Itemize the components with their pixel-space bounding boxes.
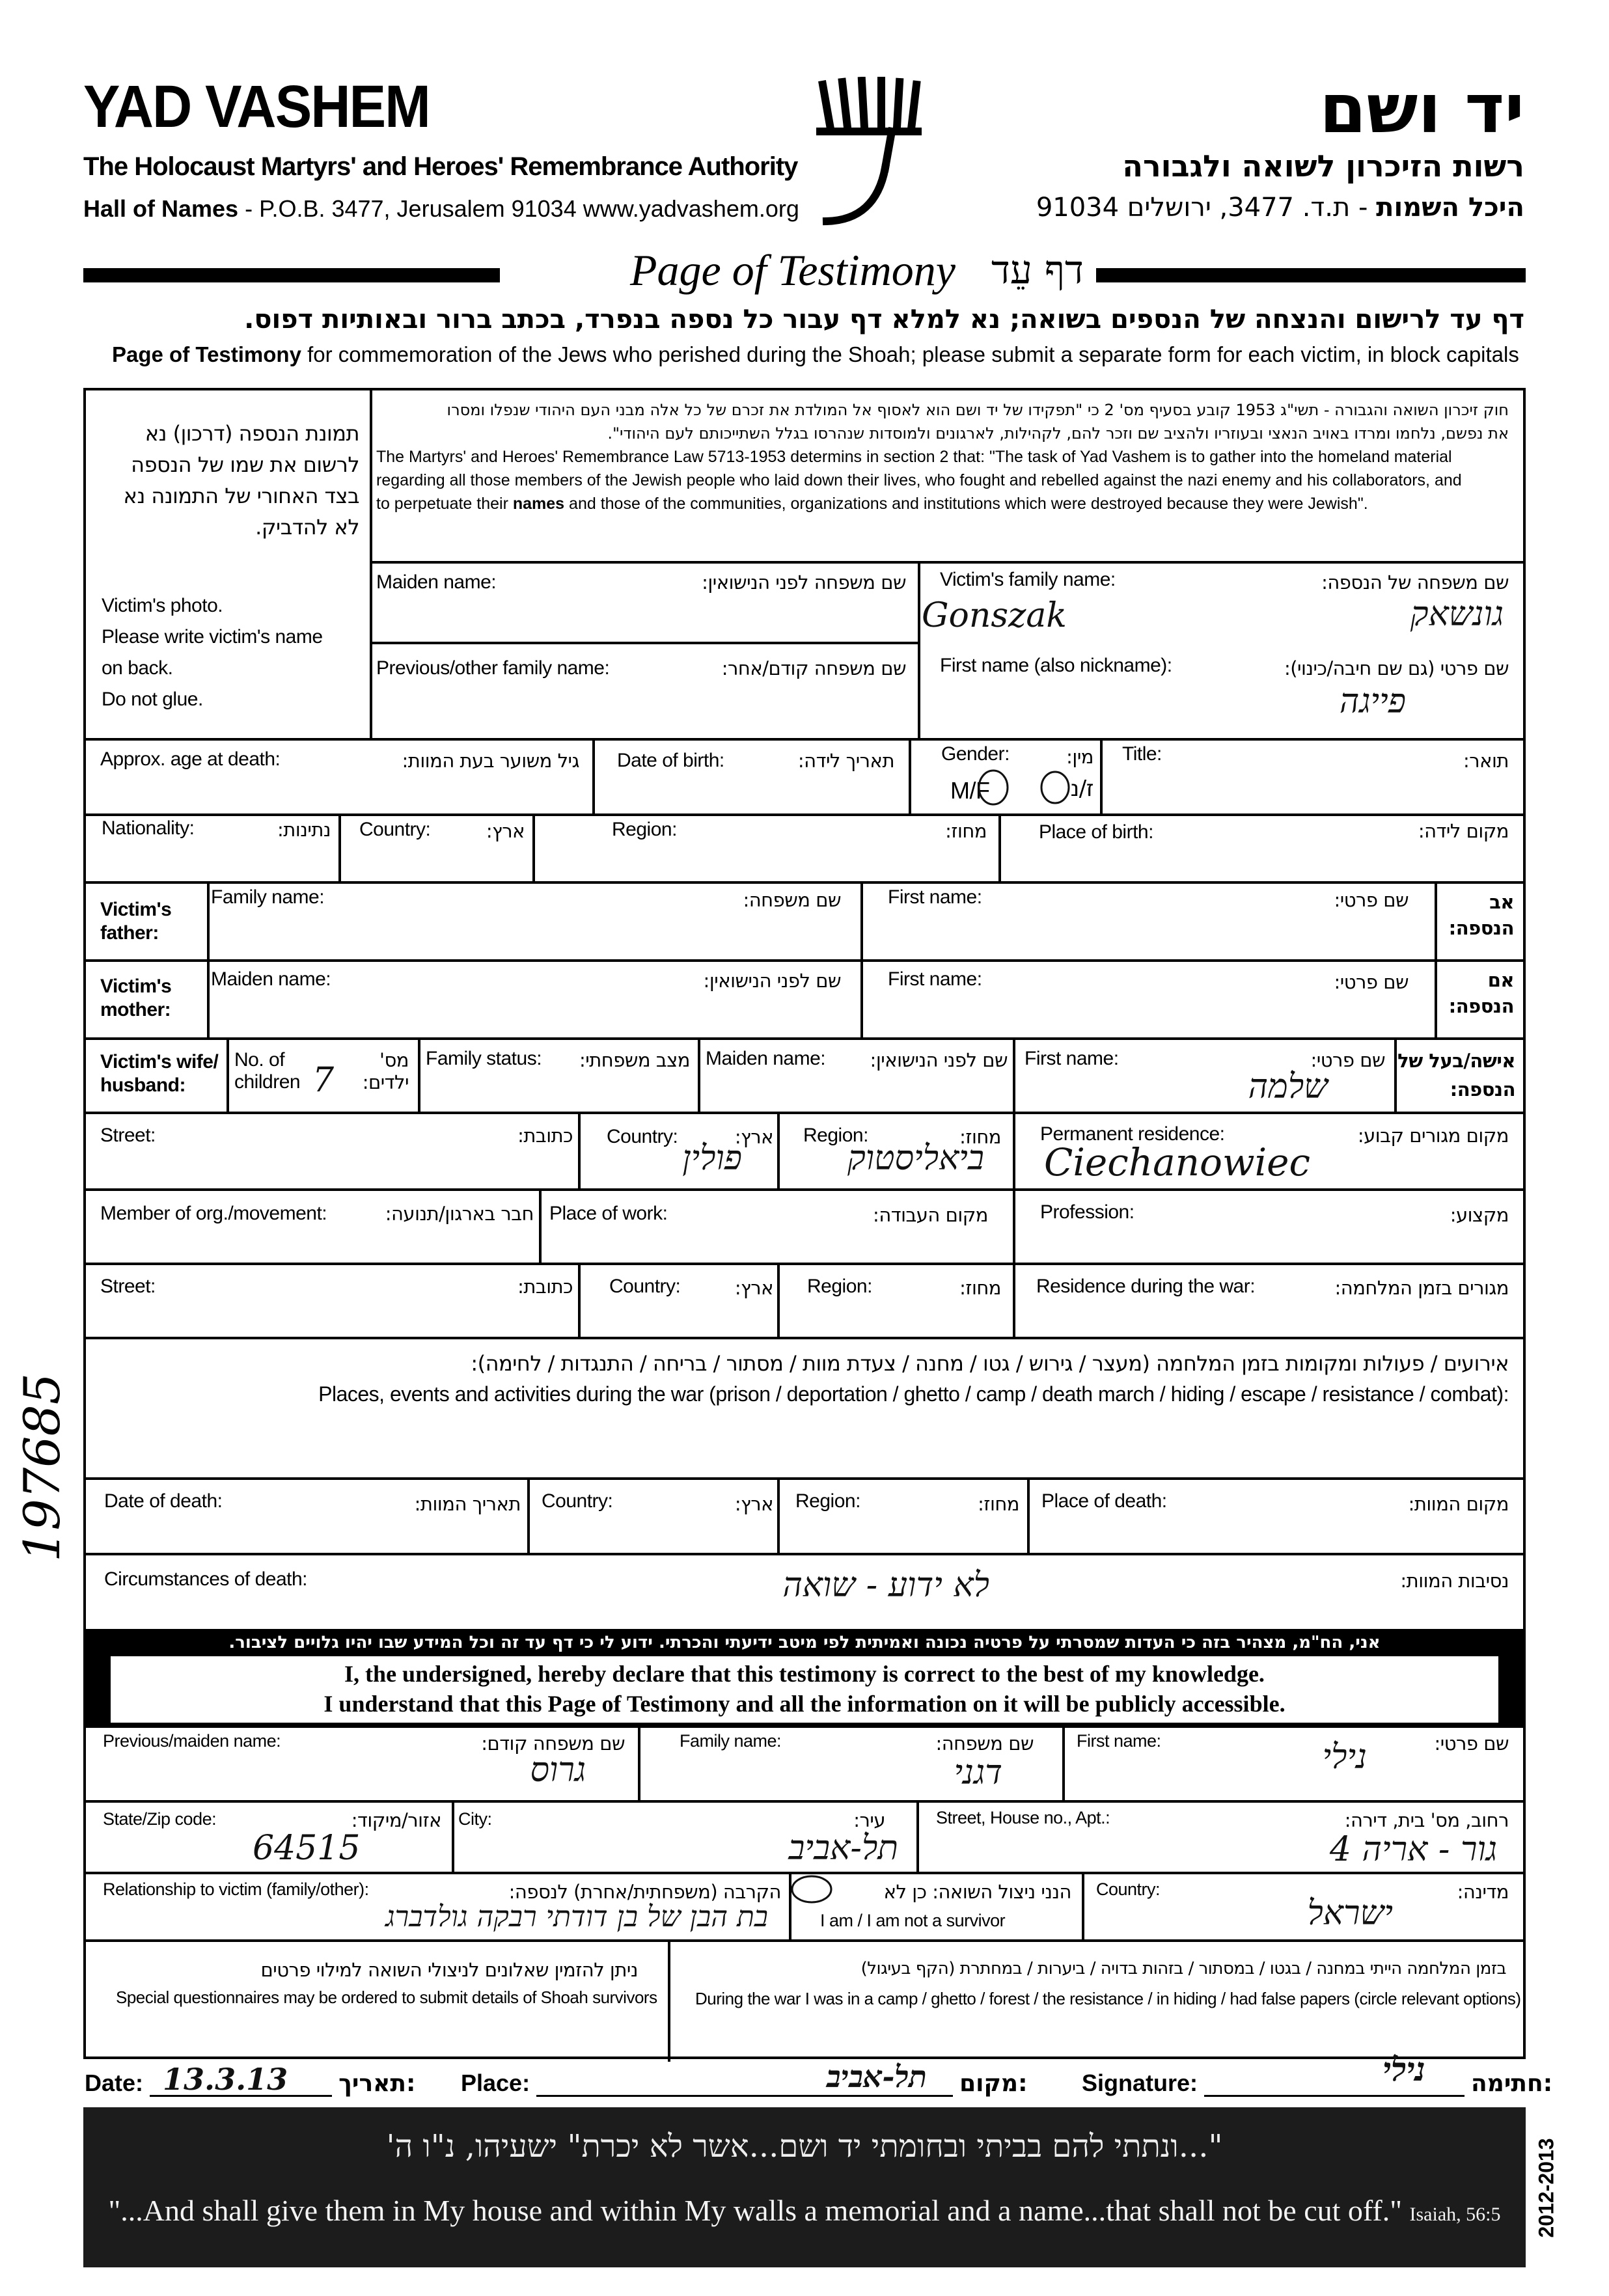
spouse-maiden-label-he: שם לפני הנישואין: bbox=[870, 1049, 1008, 1071]
mother-maiden-label-he: שם לפני הנישואין: bbox=[703, 970, 841, 992]
signature-value: נילי bbox=[1382, 2050, 1426, 2088]
gender-label: Gender: bbox=[941, 743, 1010, 765]
victim-family-he-value[interactable]: גונשאק bbox=[1410, 595, 1504, 634]
law-en-3 bbox=[376, 492, 1509, 515]
sub-country-label: Country: bbox=[1096, 1879, 1161, 1899]
signature-value-line[interactable] bbox=[1204, 2050, 1465, 2097]
dob-label: Date of birth: bbox=[617, 750, 724, 771]
circ-label-he: נסיבות המוות: bbox=[1400, 1570, 1509, 1592]
survivor-label: I am / I am not a survivor bbox=[820, 1911, 1006, 1930]
camp-label: During the war I was in a camp / ghetto / forest / the resistance / in hiding / had false papers (circle relevant options) bbox=[695, 1989, 1521, 2008]
family-status-label-he: מצב משפחתי: bbox=[579, 1049, 690, 1071]
war-street-label: Street: bbox=[100, 1276, 156, 1297]
footer-verse-he: "...ונתתי להם בביתי ובחומתי יד ושם...אשר לא יכרת" ישעיהו, נ"ו ה' bbox=[386, 2128, 1223, 2165]
profession-label: Profession: bbox=[1040, 1201, 1135, 1223]
law-he-1: חוק זיכרון השואה והגבורה - תשי"ג 1953 קובע בסעיף מס' 2 כי "תפקידו של יד ושם הוא לאסוף אל המולדת את זכרם של כל אלה מבני העם היהודי שנפלו ומסרו bbox=[447, 401, 1509, 419]
photo-label-3: on back. bbox=[102, 657, 173, 679]
pod-label-he: מקום המוות: bbox=[1408, 1493, 1509, 1515]
title-label: Title: bbox=[1122, 743, 1162, 765]
hall-name-en: Hall of Names bbox=[83, 195, 239, 222]
gender-options: M/F bbox=[950, 777, 990, 804]
relationship-value[interactable]: בת הבן של בן דודתי רבקה גולדברג bbox=[385, 1900, 768, 1934]
form-title-en: Page of Testimony bbox=[630, 245, 956, 295]
spouse-label-he: אישה/בעל של הנספה: bbox=[1397, 1050, 1515, 1100]
perm-region-value[interactable]: ביאליסטוק bbox=[847, 1139, 984, 1178]
street-label: Street: bbox=[100, 1125, 156, 1146]
law-en-3a: to perpetuate their bbox=[376, 495, 513, 513]
circ-label: Circumstances of death: bbox=[104, 1568, 307, 1590]
perm-res-label: Permanent residence: bbox=[1040, 1123, 1225, 1145]
place-label: Place: bbox=[461, 2070, 530, 2096]
mother-first-label: First name: bbox=[888, 968, 982, 990]
pob-label-he: מקום לידה: bbox=[1418, 820, 1509, 842]
relationship-label: Relationship to victim (family/other): bbox=[103, 1879, 369, 1899]
family-status-label: Family status: bbox=[426, 1048, 542, 1069]
photo-instructions-he: תמונת הנספה (דרכון) נא לרשום את שמו של הנספה בצד האחורי של התמונה נא לא להדביק. bbox=[123, 421, 359, 540]
sub-prev-label-he: שם משפחה קודם: bbox=[481, 1732, 625, 1755]
circ-value[interactable]: לא ידוע - שואה bbox=[782, 1566, 989, 1605]
perm-res-value[interactable]: Ciechanowiec bbox=[1044, 1140, 1310, 1184]
title-rule-left bbox=[83, 268, 500, 282]
father-label: Victim's father: bbox=[100, 899, 172, 944]
sub-first-label-he: שם פרטי: bbox=[1434, 1732, 1509, 1755]
events-label-he: אירועים / פעולות ומקומות בזמן המלחמה (מעצר / גירוש / גטו / מחנה / צעדת מוות / מסתור / בריחה / התנגדות / לחימה): bbox=[471, 1351, 1509, 1376]
place-field bbox=[461, 2059, 1028, 2097]
date-field bbox=[85, 2062, 416, 2097]
law-he-2: את נפשם, נלחמו ומרדו באויב הנאצי ובעוזריו ולהציב שם וזכר להם, לקהילות, לארגונים ולמוסדות שנהרסו בגלל השתייכותם לעם היהודי". bbox=[607, 424, 1509, 443]
place-value: תל-אביב bbox=[826, 2059, 928, 2094]
sub-family-label-he: שם משפחה: bbox=[935, 1732, 1034, 1755]
sub-family-label: Family name: bbox=[680, 1731, 782, 1751]
sub-family-value[interactable]: דגני bbox=[954, 1753, 1002, 1792]
dod-label: Date of death: bbox=[104, 1490, 223, 1512]
father-family-label-he: שם משפחה: bbox=[743, 889, 841, 911]
date-label-he: תאריך: bbox=[338, 2070, 416, 2097]
sub-country-value[interactable]: ישראל bbox=[1307, 1894, 1393, 1933]
death-country-label: Country: bbox=[542, 1490, 613, 1512]
perm-country-label-he: ארץ: bbox=[734, 1126, 773, 1148]
father-first-label-he: שם פרטי: bbox=[1334, 889, 1409, 911]
signature-label-he: חתימה: bbox=[1471, 2070, 1553, 2097]
photo-label-4: Do not glue. bbox=[102, 689, 203, 710]
authority-en: The Holocaust Martyrs' and Heroes' Remembrance Authority bbox=[83, 152, 798, 181]
perm-region-label-he: מחוז: bbox=[959, 1126, 1001, 1148]
member-label: Member of org./movement: bbox=[100, 1203, 327, 1224]
hall-name-he: היכל השמות bbox=[1376, 193, 1524, 223]
maiden-name-label-he: שם משפחה לפני הנישואין: bbox=[702, 571, 906, 594]
declaration-box bbox=[86, 1629, 1523, 1725]
war-res-label-he: מגורים בזמן המלחמה: bbox=[1334, 1277, 1509, 1299]
pod-label: Place of death: bbox=[1041, 1490, 1167, 1512]
street-house-label: Street, House no., Apt.: bbox=[936, 1808, 1110, 1827]
first-name-he-value[interactable]: פייגה bbox=[1339, 682, 1406, 721]
side-number: 197685 bbox=[13, 1373, 71, 1562]
age-label: Approx. age at death: bbox=[100, 748, 281, 770]
prev-family-label: Previous/other family name: bbox=[376, 657, 610, 679]
title-rule-right bbox=[1096, 268, 1526, 282]
spouse-first-value[interactable]: שלמה bbox=[1248, 1067, 1328, 1106]
subtitle-en bbox=[112, 342, 1519, 367]
street-house-label-he: רחוב, מס' בית, דירה: bbox=[1344, 1809, 1509, 1831]
war-street-label-he: כתובת: bbox=[517, 1276, 573, 1298]
country-label: Country: bbox=[359, 819, 431, 840]
org-name-en: YAD VASHEM bbox=[83, 74, 430, 140]
mother-label: Victim's mother: bbox=[100, 976, 172, 1020]
victim-family-label-he: שם משפחה של הנספה: bbox=[1321, 571, 1509, 594]
date-label: Date: bbox=[85, 2070, 144, 2096]
gender-options-he: ז/נ bbox=[1070, 776, 1093, 802]
prev-family-label-he: שם משפחה קודם/אחר: bbox=[721, 657, 906, 679]
zip-label-he: אזור/מיקוד: bbox=[351, 1809, 441, 1831]
dod-label-he: תאריך המוות: bbox=[414, 1493, 521, 1515]
children-label: No. of children bbox=[234, 1049, 301, 1093]
declaration-en-box bbox=[111, 1656, 1498, 1723]
work-label-he: מקום העבודה: bbox=[873, 1204, 988, 1226]
city-label-he: עיר: bbox=[853, 1809, 885, 1831]
declaration-en-1: I, the undersigned, hereby declare that this testimony is correct to the best of my knowledge. bbox=[344, 1661, 1265, 1687]
victim-family-label: Victim's family name: bbox=[940, 569, 1116, 590]
children-label-he: מס' ילדים: bbox=[362, 1049, 409, 1093]
gender-he-circle-icon bbox=[1039, 769, 1071, 806]
hall-address-en bbox=[83, 195, 799, 223]
city-value[interactable]: תל-אביב bbox=[788, 1829, 898, 1868]
survivor-circle-icon bbox=[789, 1873, 834, 1906]
war-region-label-he: מחוז: bbox=[959, 1277, 1001, 1299]
perm-res-label-he: מקום מגורים קבוע: bbox=[1357, 1125, 1509, 1147]
street-house-value[interactable]: גור - אריה 4 bbox=[1329, 1830, 1497, 1869]
quest-label: Special questionnaires may be ordered to submit details of Shoah survivors bbox=[116, 1988, 657, 2007]
survivor-label-he: הנני ניצול השואה: כן לא bbox=[883, 1881, 1071, 1903]
father-label-he: אב הנספה: bbox=[1448, 891, 1514, 939]
subtitle-en-text: for commemoration of the Jews who perished during the Shoah; please submit a separate form for each victim, in block capitals bbox=[301, 342, 1519, 366]
work-label: Place of work: bbox=[549, 1203, 668, 1224]
member-label-he: חבר בארגון/תנועה: bbox=[385, 1203, 534, 1225]
war-country-label: Country: bbox=[609, 1276, 681, 1297]
spouse-first-label-he: שם פרטי: bbox=[1310, 1049, 1385, 1071]
victim-family-en-value[interactable]: Gonszak bbox=[922, 596, 1067, 635]
date-value-line[interactable] bbox=[150, 2062, 332, 2097]
war-res-label: Residence during the war: bbox=[1036, 1276, 1256, 1297]
children-value[interactable]: 7 bbox=[312, 1061, 335, 1100]
form-title-he: דף עֵד bbox=[991, 247, 1084, 293]
gender-circle-icon bbox=[976, 768, 1010, 807]
maiden-name-label: Maiden name: bbox=[376, 571, 497, 593]
mother-maiden-label: Maiden name: bbox=[211, 968, 331, 990]
sub-first-value[interactable]: נילי bbox=[1322, 1738, 1367, 1777]
perm-region-label: Region: bbox=[803, 1125, 868, 1146]
death-region-label-he: מחוז: bbox=[978, 1493, 1019, 1515]
subtitle-he: דף עד לרישום והנצחה של הנספים בשואה; נא למלא דף עבור כל נספה בנפרד, בכתב ברור ובאותיות דפוס. bbox=[244, 305, 1524, 335]
war-region-label: Region: bbox=[807, 1276, 872, 1297]
form-year bbox=[1527, 2109, 1566, 2267]
war-country-label-he: ארץ: bbox=[734, 1277, 773, 1299]
sub-prev-label: Previous/maiden name: bbox=[103, 1731, 281, 1751]
nationality-label: Nationality: bbox=[102, 817, 195, 839]
gender-label-he: מין: bbox=[1066, 746, 1093, 768]
declaration-he: אני, הח"מ, מצהיר בזה כי העדות שמסרתי על פרטיה נכונה ואמיתית לפי מיטב ידיעתי והכרתי. ידוע לי כי דף עד זה וכל המידע שבו יהיו גלויים לציבור. bbox=[228, 1633, 1381, 1652]
spouse-label: Victim's wife/ husband: bbox=[100, 1051, 219, 1096]
dob-label-he: תאריך לידה: bbox=[797, 750, 894, 772]
footer-verse-en-text: "...And shall give them in My house and within My walls a memorial and a name...that shall not be cut off." bbox=[108, 2194, 1403, 2227]
quest-label-he: ניתן להזמין שאלונים לניצולי השואה למילוי פרטים bbox=[260, 1959, 638, 1981]
zip-label: State/Zip code: bbox=[103, 1809, 217, 1829]
law-en-1: The Martyrs' and Heroes' Remembrance Law 5713-1953 determins in section 2 that: "The task of Yad Vashem is to gather into the homeland material bbox=[376, 448, 1452, 466]
signature-label: Signature: bbox=[1082, 2070, 1198, 2096]
father-first-label: First name: bbox=[888, 886, 982, 908]
first-nick-label: First name (also nickname): bbox=[940, 655, 1172, 676]
spouse-first-label: First name: bbox=[1025, 1048, 1119, 1069]
title-label-he: תואר: bbox=[1463, 750, 1509, 772]
menorah-logo-icon bbox=[814, 77, 924, 233]
law-en-3c: and those of the communities, organizations and institutions which were destroyed because they were Jewish". bbox=[564, 495, 1368, 513]
street-label-he: כתובת: bbox=[517, 1125, 573, 1147]
city-label: City: bbox=[458, 1809, 492, 1829]
spouse-maiden-label: Maiden name: bbox=[706, 1048, 826, 1069]
photo-label-2: Please write victim's name bbox=[102, 626, 323, 648]
perm-country-label: Country: bbox=[607, 1126, 678, 1147]
place-label-he: מקום: bbox=[959, 2070, 1028, 2097]
age-label-he: גיל משוער בעת המוות: bbox=[402, 750, 579, 772]
footer-verse-ref: Isaiah, 56:5 bbox=[1409, 2204, 1501, 2225]
nationality-label-he: נתינות: bbox=[277, 819, 331, 841]
law-text bbox=[376, 398, 1509, 515]
country-label-he: ארץ: bbox=[486, 820, 525, 842]
perm-country-value[interactable]: פולין bbox=[682, 1139, 742, 1178]
hall-address-he bbox=[1036, 193, 1524, 223]
mother-label-he: אם הנספה: bbox=[1448, 969, 1514, 1017]
photo-label-1: Victim's photo. bbox=[102, 595, 223, 616]
authority-he: רשות הזיכרון לשואה ולגבורה bbox=[1122, 148, 1524, 184]
death-country-label-he: ארץ: bbox=[734, 1493, 773, 1515]
signature-field bbox=[1082, 2050, 1553, 2097]
address-en: - P.O.B. 3477, Jerusalem 91034 www.yadvashem.org bbox=[238, 195, 799, 222]
death-region-label: Region: bbox=[795, 1490, 860, 1512]
relationship-label-he: הקרבה (משפחתית/אחרת) לנספה: bbox=[508, 1881, 781, 1903]
events-label: Places, events and activities during the war (prison / deportation / ghetto / camp / death march / hiding / escape / resistance / combat): bbox=[318, 1382, 1509, 1406]
title-bar bbox=[83, 245, 1526, 307]
date-value: 13.3.13 bbox=[163, 2062, 288, 2097]
father-family-label: Family name: bbox=[211, 886, 325, 908]
law-en-2: regarding all those members of the Jewish people who laid down their lives, who fought and rebelled against the nazi enemy and his collaborators, and bbox=[376, 471, 1462, 489]
footer-banner bbox=[83, 2107, 1526, 2267]
org-name-he: יד ושם bbox=[1319, 69, 1524, 148]
first-nick-label-he: שם פרטי (גם שם חיבה/כינוי): bbox=[1284, 657, 1509, 679]
subtitle-en-bold: Page of Testimony bbox=[112, 342, 301, 366]
region-label: Region: bbox=[612, 819, 677, 840]
testimony-form bbox=[83, 388, 1526, 2059]
pob-label: Place of birth: bbox=[1039, 821, 1153, 843]
profession-label-he: מקצוע: bbox=[1450, 1204, 1509, 1226]
sub-country-label-he: מדינה: bbox=[1457, 1881, 1509, 1903]
place-value-line[interactable] bbox=[536, 2059, 953, 2097]
address-he: - ת.ד. 3477, ירושלים 91034 bbox=[1036, 193, 1377, 223]
camp-label-he: בזמן המלחמה הייתי במחנה / בגטו / במסתור / בזהות בדויה / ביערות / במחתרת (הקף בעיגול) bbox=[860, 1959, 1506, 1978]
sub-first-label: First name: bbox=[1077, 1731, 1161, 1751]
zip-value[interactable]: 64515 bbox=[253, 1829, 361, 1868]
sub-prev-value[interactable]: גרוס bbox=[530, 1751, 586, 1790]
footer-verse-en bbox=[83, 2193, 1526, 2228]
law-en-3b: names bbox=[512, 495, 565, 513]
form-year-text: 2012-2013 bbox=[1534, 2138, 1558, 2238]
declaration-en-2: I understand that this Page of Testimony and all the information on it will be publicly accessible. bbox=[323, 1691, 1286, 1717]
region-label-he: מחוז: bbox=[945, 820, 987, 842]
mother-first-label-he: שם פרטי: bbox=[1334, 971, 1409, 993]
